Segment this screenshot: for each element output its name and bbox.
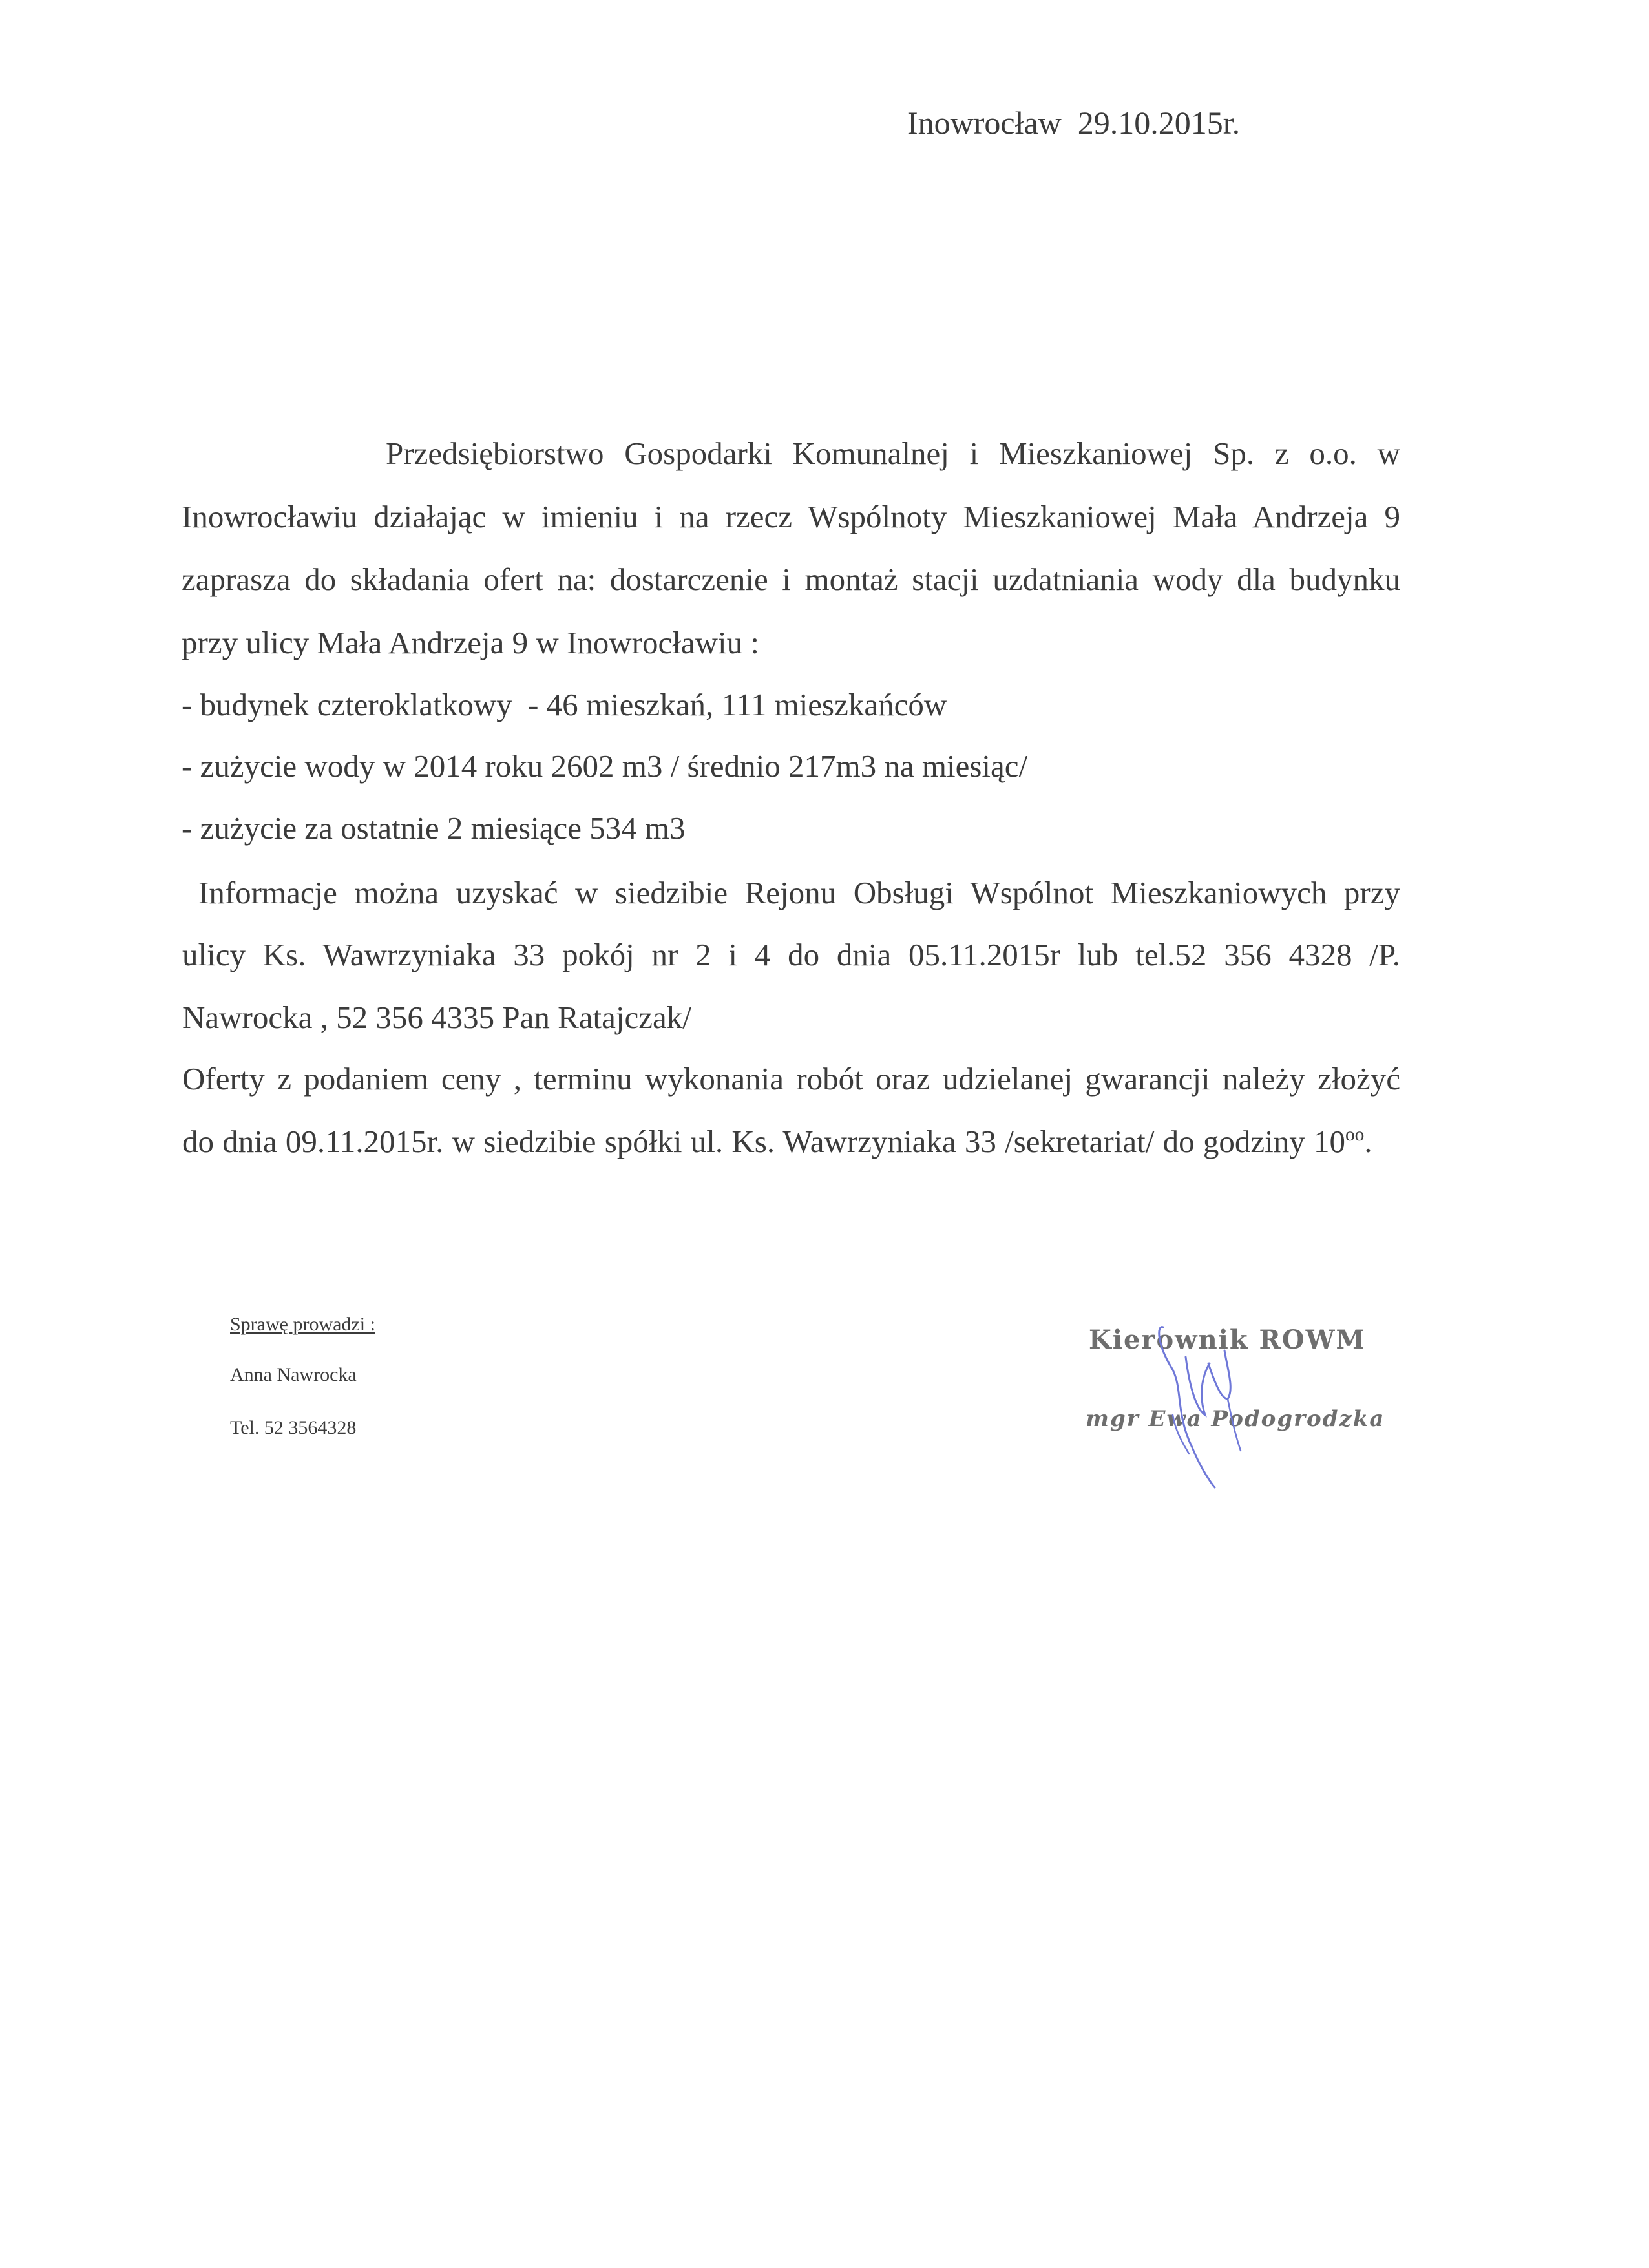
bullet-water-usage-2-months: - zużycie za ostatnie 2 miesiące 534 m3	[182, 810, 686, 846]
body-line-offers-1: Oferty z podaniem ceny , terminu wykonania robót oraz udzielanej gwarancji należy złożyć	[182, 1061, 1400, 1097]
body-line-info-1: Informacje można uzyskać w siedzibie Rejonu Obsługi Wspólnot Mieszkaniowych przy	[198, 875, 1400, 910]
body-line-3: zaprasza do składania ofert na: dostarczenie i montaż stacji uzdatniania wody dla budynku	[182, 562, 1400, 597]
bullet-building: - budynek czteroklatkowy - 46 mieszkań, 111 mieszkańców	[182, 687, 947, 722]
body-line-2: Inowrocławiu działając w imieniu i na rzecz Wspólnoty Mieszkaniowej Mała Andrzeja 9	[182, 499, 1400, 534]
offers-deadline-end: .	[1364, 1124, 1372, 1159]
bullet-water-usage-2014: - zużycie wody w 2014 roku 2602 m3 / średnio 217m3 na miesiąc/	[182, 748, 1028, 784]
contact-phone: Tel. 52 3564328	[230, 1417, 357, 1438]
place-date	[907, 103, 1240, 142]
offers-deadline-text: do dnia 09.11.2015r. w siedzibie spółki ul. Ks. Wawrzyniaka 33 /sekretariat/ do godziny 10	[182, 1124, 1345, 1159]
stamp-title: Kierownik ROWM	[1089, 1325, 1366, 1355]
body-line-info-3: Nawrocka , 52 356 4335 Pan Ratajczak/	[182, 1000, 691, 1035]
body-line-1: Przedsiębiorstwo Gospodarki Komunalnej i Mieszkaniowej Sp. z o.o. w	[386, 436, 1400, 471]
hour-superscript: oo	[1345, 1124, 1365, 1145]
handwritten-signature	[1137, 1318, 1266, 1493]
contact-heading: Sprawę prowadzi :	[230, 1314, 375, 1335]
place-date-text: Inowrocław 29.10.2015r.	[907, 105, 1241, 141]
stamp-name: mgr Ewa Podogrodzka	[1086, 1406, 1385, 1432]
contact-name: Anna Nawrocka	[230, 1364, 357, 1385]
body-line-offers-2	[182, 1122, 1372, 1161]
body-line-info-2: ulicy Ks. Wawrzyniaka 33 pokój nr 2 i 4 do dnia 05.11.2015r lub tel.52 356 4328 /P.	[182, 937, 1400, 972]
body-line-4: przy ulicy Mała Andrzeja 9 w Inowrocławiu :	[182, 625, 759, 660]
